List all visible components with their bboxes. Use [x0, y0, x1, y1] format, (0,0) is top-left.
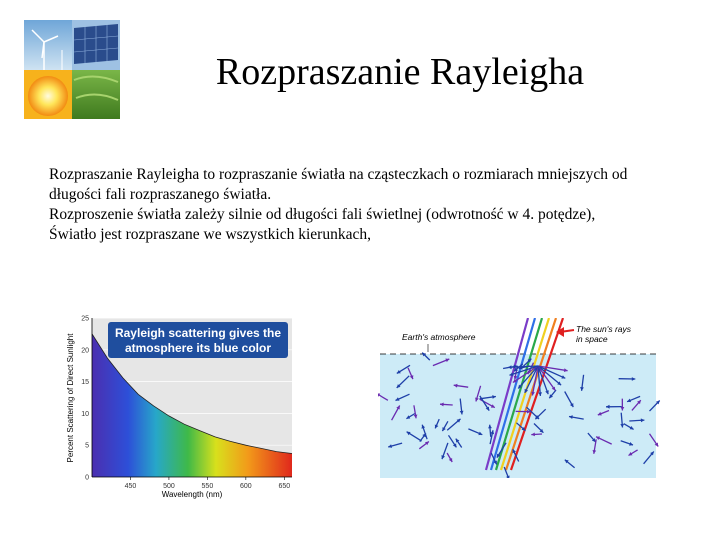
y-tick-label: 5	[85, 442, 89, 450]
sun-rays-label-line: in space	[576, 334, 608, 344]
x-axis-label: Wavelength (nm)	[161, 490, 223, 499]
x-tick-label: 450	[124, 483, 137, 490]
body-line: Rozpraszanie Rayleigha to rozpraszanie światła na cząsteczkach o rozmiarach mniejszych od	[49, 166, 628, 183]
body-line: Światło jest rozpraszane we wszystkich kierunkach,	[49, 226, 371, 243]
y-tick-label: 25	[81, 315, 89, 323]
body-line: Rozproszenie światła zależy silnie od długości fali świetlnej (odwrotność w 4. potędze),	[49, 206, 596, 223]
x-tick-label: 600	[240, 483, 252, 490]
y-tick-label: 20	[81, 347, 89, 355]
sun-rays-label-line: The sun's rays	[576, 324, 632, 334]
y-axis-label: Percent Scattering of Direct Sunlight	[66, 333, 75, 463]
x-tick-label: 500	[163, 483, 175, 490]
renewable-energy-logo	[24, 20, 120, 119]
rayleigh-chart	[62, 312, 302, 502]
body-line: długości fali rozpraszanego światła.	[49, 186, 272, 203]
x-tick-label: 650	[278, 483, 291, 490]
chart-title-line: Rayleigh scattering gives the	[114, 326, 282, 340]
renewable-energy-logo-icon	[24, 20, 120, 119]
atmosphere-diagram-svg	[378, 318, 678, 478]
slide-title: Rozpraszanie Rayleigha	[215, 51, 585, 93]
y-tick-label: 0	[85, 474, 89, 482]
x-tick-label: 550	[201, 483, 214, 490]
slide-body	[49, 165, 689, 245]
rayleigh-chart-svg	[62, 312, 302, 502]
chart-title-line: atmosphere its blue color	[124, 341, 272, 355]
atmosphere-label: Earth's atmosphere	[402, 332, 476, 342]
y-tick-label: 15	[81, 379, 89, 387]
atmosphere-scattering-diagram	[378, 318, 678, 478]
y-tick-label: 10	[81, 410, 89, 418]
